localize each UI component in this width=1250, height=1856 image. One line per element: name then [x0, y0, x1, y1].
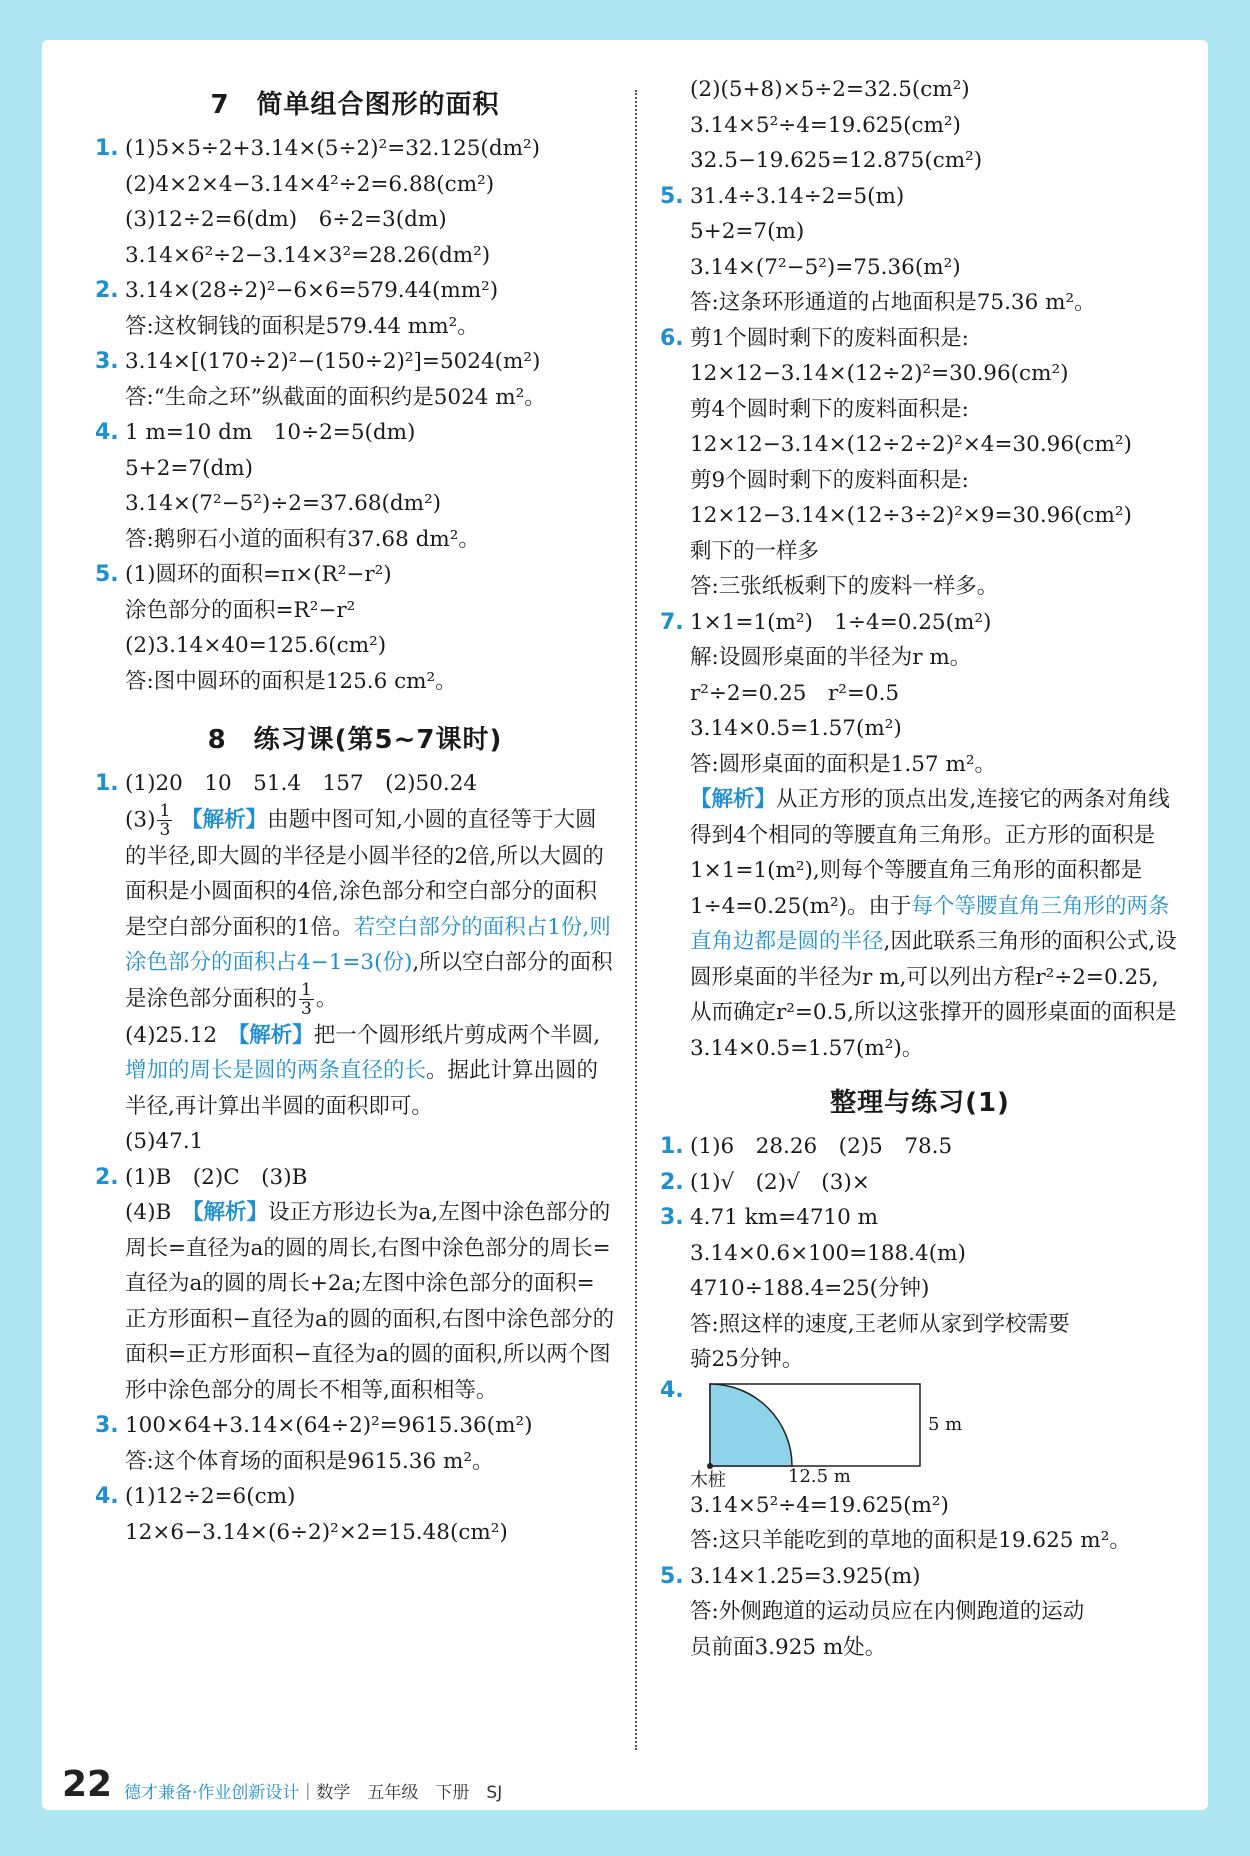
- answer-line: 2. (1)√ (2)√ (3)×: [660, 1165, 1180, 1201]
- section-7-answers: [95, 131, 615, 699]
- answer-line: 答:这个体育场的面积是9615.36 m²。: [125, 1448, 494, 1474]
- label-post: 木桩: [690, 1469, 726, 1491]
- fraction: $\frac{1}{3}$: [159, 800, 171, 840]
- answer-line: 4. (1)12÷2=6(cm): [95, 1484, 296, 1509]
- answer-line: 3.14×(7²−5²)=75.36(m²): [690, 254, 961, 280]
- question-number: 2.: [95, 278, 119, 303]
- right-answers: [660, 72, 1180, 782]
- answer-line: 12×6−3.14×(6÷2)²×2=15.48(cm²): [125, 1519, 508, 1545]
- answer-line: 12×12−3.14×(12÷3÷2)²×9=30.96(cm²): [690, 503, 1132, 528]
- answer-line: 3. 4.71 km=4710 m: [660, 1200, 1180, 1236]
- footer-text: 德才兼备·作业创新设计｜数学 五年级 下册 SJ: [124, 1783, 503, 1803]
- answer-line: 答:这只羊能吃到的草地的面积是19.625 m²。: [690, 1528, 1131, 1553]
- answer-line: 答:照这样的速度,王老师从家到学校需要: [690, 1311, 1070, 1337]
- answer-line: 答:圆形桌面的面积是1.57 m²。: [690, 751, 996, 777]
- answer-line: (5)47.1: [125, 1129, 204, 1154]
- answer-line: 剪4个圆时剩下的废料面积是:: [690, 396, 969, 422]
- answer-line: 3. 100×64+3.14×(64÷2)²=9615.36(m²): [95, 1413, 533, 1438]
- answer-line: 答:外侧跑道的运动员应在内侧跑道的运动: [690, 1599, 1085, 1624]
- question-number: 6.: [660, 325, 684, 351]
- goat-figure: [660, 1377, 1180, 1491]
- left-column: [95, 70, 615, 1550]
- analysis-label: 【解析】: [690, 787, 777, 812]
- answer-line: 6. 剪1个圆时剩下的废料面积是:: [660, 321, 1180, 357]
- answer-line: 答:“生命之环”纵截面的面积约是5024 m²。: [125, 384, 546, 410]
- answer-line: 1. (1)6 28.26 (2)5 78.5: [660, 1129, 1180, 1165]
- highlight-text: 增加的周长是圆的两条直径的长: [125, 1058, 427, 1083]
- question-number: 3.: [95, 349, 119, 374]
- figure-diagram: [690, 1378, 1050, 1488]
- answer-line: 2. 3.14×(28÷2)²−6×6=579.44(mm²): [95, 273, 615, 309]
- answer-line: 剪9个圆时剩下的废料面积是:: [690, 467, 969, 493]
- answer-line: 剩下的一样多: [690, 538, 820, 564]
- highlight-text: 若空白部分的面积占1份,则涂色部分的面积占4−1=3(份): [125, 914, 611, 975]
- answer-line: 3.14×5²÷4=19.625(cm²): [690, 112, 961, 138]
- question-number: 1.: [95, 136, 119, 161]
- question-number: 7.: [660, 609, 684, 635]
- answer-paragraph: 【解析】从正方形的顶点出发,连接它的两条对角线得到4个相同的等腰直角三角形。正方形的面积是1×1=1(m²),则每个等腰直角三角形的面积都是1÷4=0.25(m²)。由于每个等腰直角三角形的两条直角边都是圆的半径,因此联系三角形的面积公式,设圆形桌面的半径为r m,可以列出方程r²÷2=0.25,从而确定r²=0.5,所以这张撑开的圆形桌面的面积是3.14×0.5=1.57(m²)。: [690, 787, 1177, 1061]
- answer-line: 5. 3.14×1.25=3.925(m): [660, 1559, 1180, 1595]
- answer-line: 4. 1 m=10 dm 10÷2=5(dm): [95, 415, 615, 451]
- analysis-label: 【解析】: [192, 1200, 269, 1225]
- analysis-label: 【解析】: [181, 807, 268, 832]
- answer-line: 1. (1)5×5÷2+3.14×(5÷2)²=32.125(dm²): [95, 131, 615, 167]
- review-title: 整理与练习(1): [830, 1088, 1010, 1118]
- answer-line: 答:这枚铜钱的面积是579.44 mm²。: [125, 313, 479, 339]
- review-answers-2: [660, 1488, 1180, 1666]
- answer-line: 1. (1)20 10 51.4 157 (2)50.24: [95, 771, 478, 796]
- column-divider: [635, 90, 637, 1750]
- question-number: 4.: [95, 420, 119, 445]
- section-7-title: 7 简单组合图形的面积: [210, 90, 500, 120]
- answer-paragraph: (3) $\frac{1}{3}$ 【解析】由题中图可知,小圆的直径等于大圆的半径,即大圆的半径是小圆半径的2倍,所以大圆的面积是小圆面积的4倍,涂色部分和空白部分的面积是空白部分面积的1倍。若空白部分的面积占1份,则涂色部分的面积占4−1=3(份),所以空白部分的面积是涂色部分面积的 $\frac{1}{3}$ 。: [125, 800, 613, 1019]
- question-number: 5.: [95, 562, 119, 587]
- answer-line: 员前面3.925 m处。: [690, 1634, 887, 1660]
- question-number: 5.: [660, 1563, 684, 1589]
- analysis-label: 【解析】: [238, 1022, 314, 1048]
- fraction: $\frac{1}{3}$: [301, 979, 312, 1019]
- answer-line: 解:设圆形桌面的半径为r m。: [690, 645, 972, 670]
- review-answers: [660, 1129, 1180, 1378]
- answer-line: 答:三张纸板剩下的废料一样多。: [690, 574, 999, 599]
- answer-line: 3.14×(7²−5²)÷2=37.68(dm²): [125, 491, 442, 516]
- question-number: 3.: [660, 1205, 684, 1230]
- answer-line: 答:鹅卵石小道的面积有37.68 dm²。: [125, 526, 480, 552]
- answer-paragraph: (4)25.12 【解析】把一个圆形纸片剪成两个半圆,增加的周长是圆的两条直径的长。据此计算出圆的半径,再计算出半圆的面积即可。: [125, 1022, 601, 1119]
- answer-line: 5+2=7(dm): [125, 455, 253, 481]
- question-number: 2.: [660, 1169, 684, 1195]
- answer-line: (3)12÷2=6(dm) 6÷2=3(dm): [125, 207, 447, 232]
- answer-line: (2)(5+8)×5÷2=32.5(cm²): [690, 77, 970, 102]
- answer-line: 涂色部分的面积=R²−r²: [125, 597, 356, 623]
- question-number: 5.: [660, 183, 684, 209]
- question-number: 4.: [660, 1377, 684, 1403]
- answer-line: 2. (1)B (2)C (3)B: [95, 1164, 308, 1190]
- answer-paragraph: (4)B 【解析】设正方形边长为a,左图中涂色部分的周长=直径为a的圆的周长,右图中涂色部分的周长=直径为a的圆的周长+2a;左图中涂色部分的面积=正方形面积−直径为a的圆的面积,右图中涂色部分的面积=正方形面积−直径为a的圆的面积,所以两个图形中涂色部分的周长不相等,面积相等。: [125, 1200, 615, 1403]
- label-5m: 5 m: [928, 1413, 963, 1435]
- highlight-text: 每个等腰直角三角形的两条直角边都是圆的半径: [690, 893, 1170, 954]
- question-number: 1.: [660, 1134, 684, 1159]
- page-number: 22: [62, 1764, 113, 1805]
- answer-line: 32.5−19.625=12.875(cm²): [690, 148, 983, 173]
- answer-line: 骑25分钟。: [690, 1347, 804, 1372]
- answer-line: 12×12−3.14×(12÷2)²=30.96(cm²): [690, 361, 1069, 386]
- answer-line: (2)3.14×40=125.6(cm²): [125, 633, 387, 658]
- answer-line: 12×12−3.14×(12÷2÷2)²×4=30.96(cm²): [690, 432, 1132, 457]
- section-8-title: 8 练习课(第5~7课时): [207, 725, 503, 755]
- answer-line: 5. 31.4÷3.14÷2=5(m): [660, 179, 1180, 215]
- answer-line: 答:这条环形通道的占地面积是75.36 m²。: [690, 290, 1096, 315]
- answer-line: 5. (1)圆环的面积=π×(R²−r²): [95, 557, 615, 593]
- right-column: [660, 72, 1180, 1665]
- answer-line: 3.14×5²÷4=19.625(m²): [690, 1492, 949, 1518]
- answer-line: 3.14×0.5=1.57(m²): [690, 716, 902, 741]
- label-12-5m: 12.5 m: [788, 1465, 851, 1487]
- answer-line: 5+2=7(m): [690, 219, 805, 244]
- answer-line: 答:图中圆环的面积是125.6 cm²。: [125, 668, 457, 694]
- answer-line: 3. 3.14×[(170÷2)²−(150÷2)²]=5024(m²): [95, 344, 615, 380]
- answer-line: 4710÷188.4=25(分钟): [690, 1276, 930, 1301]
- answer-line: 3.14×0.6×100=188.4(m): [690, 1240, 966, 1266]
- answer-line: r²÷2=0.25 r²=0.5: [690, 680, 900, 706]
- answer-line: (2)4×2×4−3.14×4²÷2=6.88(cm²): [125, 171, 495, 197]
- grazing-sector: [710, 1384, 792, 1466]
- answer-line: 7. 1×1=1(m²) 1÷4=0.25(m²): [660, 605, 1180, 641]
- answer-line: 3.14×6²÷2−3.14×3²=28.26(dm²): [125, 242, 491, 268]
